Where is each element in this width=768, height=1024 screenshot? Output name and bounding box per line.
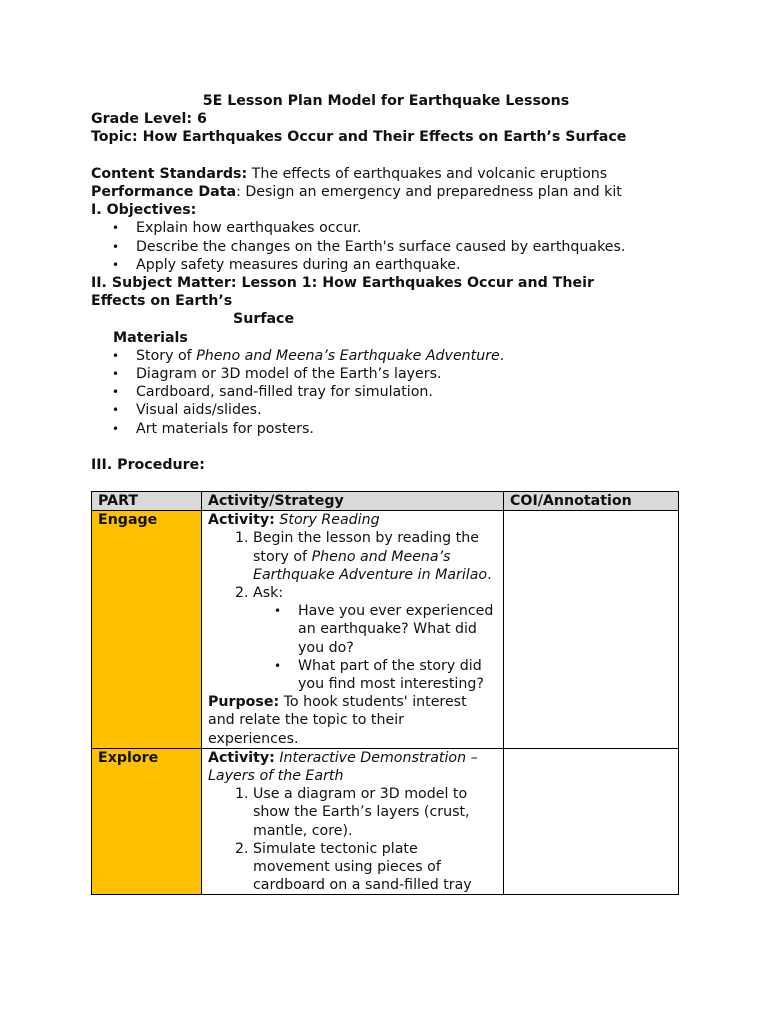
- explore-annotation-cell: [504, 748, 679, 895]
- list-item: 2. Ask: • Have you ever experienced an earthquake? What did you do? • What part of the story did you find most interesting?: [253, 584, 497, 693]
- grade-level: Grade Level: 6: [91, 111, 207, 128]
- list-item: • Cardboard, sand-filled tray for simulation.: [136, 383, 681, 401]
- list-item: • Visual aids/slides.: [136, 401, 681, 419]
- list-item: • Story of Pheno and Meena’s Earthquake Adventure.: [136, 347, 681, 365]
- column-header-activity: Activity/Strategy: [202, 492, 504, 511]
- objectives-list: [91, 219, 681, 274]
- list-item: 2. Simulate tectonic plate movement using pieces of cardboard on a sand-filled tray: [253, 840, 497, 895]
- objectives-heading: I. Objectives:: [91, 202, 197, 219]
- table-header-row: [92, 492, 679, 511]
- engage-purpose: Purpose: To hook students' interest and relate the topic to their experiences.: [208, 694, 467, 747]
- list-item: • Apply safety measures during an earthquake.: [136, 256, 681, 274]
- list-item: • Art materials for posters.: [136, 420, 681, 438]
- part-explore: Explore: [92, 748, 202, 895]
- list-item: • What part of the story did you find most interesting?: [298, 657, 497, 693]
- engage-annotation-cell: [504, 511, 679, 749]
- document-title: 5E Lesson Plan Model for Earthquake Lessons: [202, 93, 570, 109]
- engage-questions: [253, 602, 497, 693]
- table-row-explore: [92, 748, 679, 895]
- performance-data: Performance Data: Design an emergency and preparedness plan and kit: [91, 184, 622, 200]
- list-item: 1. Begin the lesson by reading the story of Pheno and Meena’s Earthquake Adventure in Marilao.: [253, 529, 497, 584]
- procedure-heading: III. Procedure:: [91, 457, 205, 474]
- document-body: [91, 92, 681, 474]
- materials-heading: Materials: [113, 329, 188, 346]
- explore-activity-cell: Activity: Interactive Demonstration – Layers of the Earth 1. Use a diagram or 3D model to show the Earth’s layers (crust, mantle, core). 2. Simulate tectonic plate movement using pieces of cardboard on a sand-filled tray: [202, 748, 504, 895]
- engage-activity-cell: Activity: Story Reading 1. Begin the lesson by reading the story of Pheno and Meena’s Earthquake Adventure in Marilao. 2. Ask: • Have you ever experienced an earthquake? What did you do? • What part of the story did you find most interesting? Purpose: To hook students' interest and relate the topic to their experiences.: [202, 511, 504, 749]
- list-item: • Explain how earthquakes occur.: [136, 219, 681, 237]
- column-header-part: PART: [92, 492, 202, 511]
- list-item: • Have you ever experienced an earthquake? What did you do?: [298, 602, 497, 657]
- engage-steps: [208, 529, 497, 693]
- topic: Topic: How Earthquakes Occur and Their Effects on Earth’s Surface: [91, 129, 627, 146]
- explore-steps: [208, 785, 497, 894]
- part-engage: Engage: [92, 511, 202, 749]
- procedure-table: [91, 491, 679, 895]
- table-row-engage: [92, 511, 679, 749]
- list-item: • Describe the changes on the Earth's surface caused by earthquakes.: [136, 238, 681, 256]
- subject-matter-heading: II. Subject Matter: Lesson 1: How Earthquakes Occur and Their Effects on Earth’s Surface: [91, 275, 594, 328]
- list-item: 1. Use a diagram or 3D model to show the Earth’s layers (crust, mantle, core).: [253, 785, 497, 840]
- column-header-annotation: COI/Annotation: [504, 492, 679, 511]
- content-standards: Content Standards: The effects of earthquakes and volcanic eruptions: [91, 165, 608, 182]
- materials-list: [91, 347, 681, 438]
- list-item: • Diagram or 3D model of the Earth’s layers.: [136, 365, 681, 383]
